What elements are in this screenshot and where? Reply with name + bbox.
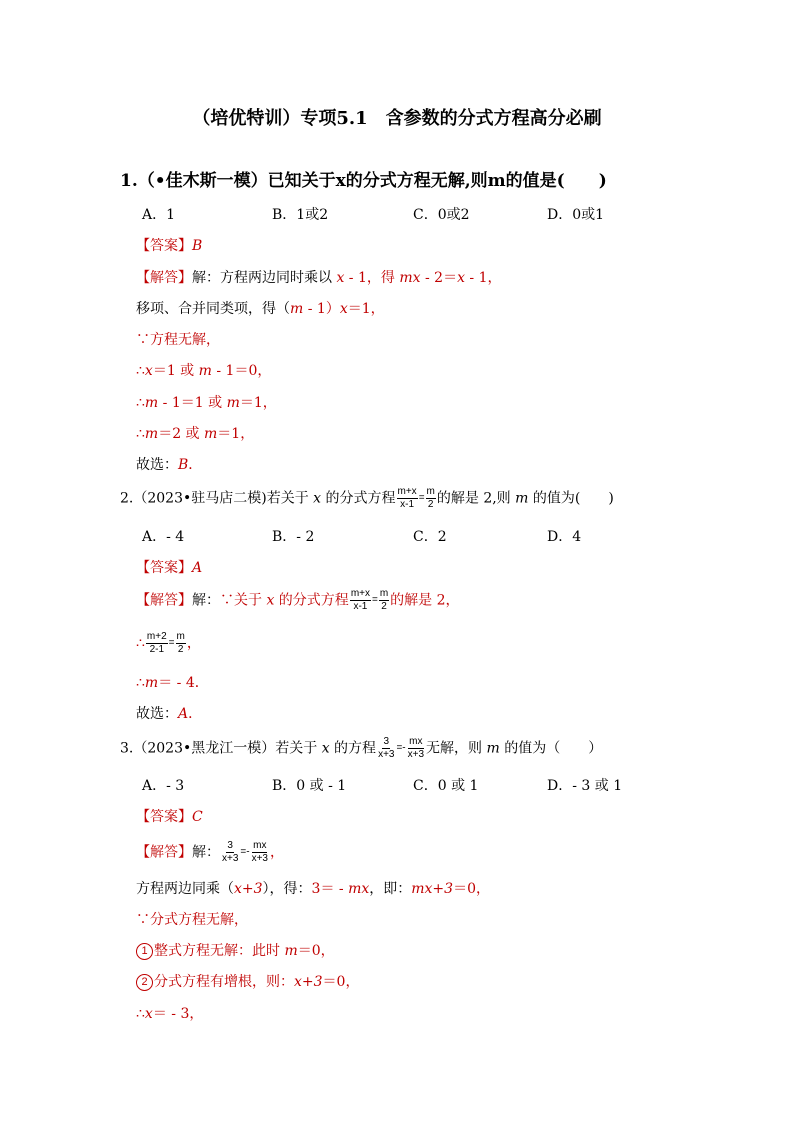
denominator: x-1 (400, 499, 415, 510)
q2-option-b: B．- 2 (272, 529, 315, 545)
text: ＝ - 4． (158, 675, 209, 691)
numerator: m+x (350, 588, 370, 599)
text: 方程两边同乘（ (136, 881, 234, 897)
var: x (336, 270, 345, 286)
text: ∵关于 (220, 592, 267, 609)
text: - 2＝ (420, 270, 458, 286)
circled-number-icon: 2 (136, 974, 153, 991)
question-3-stem (120, 736, 602, 761)
fraction (377, 736, 395, 761)
text: 2.（2023•驻马店二模)若关于 (120, 490, 314, 507)
q3-option-d: D．- 3 或 1 (547, 778, 623, 794)
text: ． (188, 457, 203, 473)
q2-option-c: C．2 (413, 529, 447, 545)
text: 移项、合并同类项，得（ (136, 301, 290, 317)
var: x+3 (294, 974, 323, 990)
var: m (226, 395, 240, 411)
var: A (178, 706, 189, 722)
var: m (204, 426, 218, 442)
q2-answer (136, 558, 202, 578)
var: x (144, 363, 153, 379)
var: m (144, 426, 159, 442)
therefore: ∴ (136, 635, 145, 652)
therefore: ∴ (136, 426, 145, 442)
denominator: x+3 (222, 853, 239, 864)
denominator: 2 (427, 499, 434, 510)
therefore: ∴ (136, 363, 145, 379)
text: 无解，则 (426, 740, 487, 757)
text: ＝0， (322, 974, 360, 990)
fraction (221, 840, 239, 865)
text: ，即： (369, 881, 412, 897)
fraction (176, 631, 186, 656)
text: ），得： (262, 881, 312, 897)
text: 整式方程无解：此时 (154, 943, 285, 959)
numerator: 3 (383, 736, 390, 747)
q3-option-c: C．0 或 1 (413, 778, 479, 794)
text: 3.（2023•黑龙江一模）若关于 (120, 740, 322, 757)
q2-option-d: D．4 (547, 529, 582, 545)
q3-option-a: A．- 3 (142, 778, 185, 794)
var: m (144, 675, 159, 691)
var: m (284, 943, 298, 959)
numerator: m (176, 631, 185, 642)
question-2-stem (120, 486, 614, 511)
therefore: ∴ (136, 395, 145, 411)
numerator: m (379, 588, 389, 599)
q2-solution-line-1 (136, 588, 460, 613)
q1-solution-line-5 (136, 393, 277, 413)
text: ＝2 或 (158, 426, 205, 442)
text: 故选： (136, 706, 178, 722)
numerator: m (426, 486, 435, 497)
numerator: m+x (397, 486, 417, 497)
text: 的解是 2， (390, 592, 460, 609)
circled-number-icon: 1 (136, 943, 153, 960)
var: mx+3 (411, 881, 454, 897)
q1-solution-line-6 (136, 424, 254, 444)
var: x (339, 301, 348, 317)
fraction (379, 588, 389, 613)
fraction (350, 588, 371, 613)
q3-option-b: B．0 或 - 1 (272, 778, 347, 794)
denominator: 2-1 (149, 644, 165, 655)
text: 的解是 2,则 (436, 490, 516, 507)
q3-solution-line-6 (136, 1004, 203, 1024)
var: m (198, 363, 212, 379)
text: 3＝ - (311, 881, 349, 897)
text: ＝1， (347, 301, 385, 317)
text: ＝0， (453, 881, 490, 897)
numerator: m+2 (146, 631, 167, 642)
q1-option-a: A．1 (142, 207, 176, 223)
q3-solution-line-1 (136, 840, 284, 865)
var: m (515, 490, 529, 507)
denominator: 2 (177, 644, 184, 655)
therefore: ∴ (136, 675, 145, 691)
question-1-stem: 1.（•佳木斯一模）已知关于x的分式方程无解,则m的值是( ) (120, 171, 607, 191)
numerator: mx (409, 736, 423, 747)
text: 解：方程两边同时乘以 (192, 270, 337, 286)
q1-option-b: B．1或2 (272, 207, 329, 223)
var: B (178, 457, 189, 473)
text: 的分式方程 (274, 592, 349, 609)
analysis-label: 【解答】 (136, 844, 192, 861)
var: x (266, 592, 275, 609)
text: ， (269, 844, 284, 861)
q1-solution-line-1 (136, 268, 502, 288)
text: ＝ - 3， (152, 1006, 204, 1022)
text: ． (188, 706, 203, 722)
fraction (251, 840, 269, 865)
q3-solution-line-5 (136, 972, 359, 992)
var: x (457, 270, 465, 286)
q2-option-a: A．- 4 (142, 529, 185, 545)
q1-option-d: D．0或1 (547, 207, 605, 223)
q3-answer (136, 807, 203, 827)
answer-value: A (192, 560, 203, 576)
analysis-label: 【解答】 (136, 592, 192, 609)
var: x (321, 740, 330, 757)
fraction (407, 736, 425, 761)
q1-answer (136, 236, 202, 256)
q1-solution-line-2 (136, 299, 385, 319)
var: mx (399, 270, 421, 286)
text: - 1＝1 或 (158, 395, 227, 411)
numerator: mx (253, 840, 267, 851)
denominator: x+3 (407, 749, 425, 760)
equals: = (371, 594, 378, 606)
var: x+3 (234, 881, 263, 897)
var: x (144, 1006, 153, 1022)
q2-choose (136, 704, 202, 724)
q1-choose (136, 455, 202, 475)
answer-label: 【答案】 (136, 238, 192, 254)
analysis-label: 【解答】 (136, 270, 192, 286)
denominator: x-1 (353, 601, 368, 612)
q3-solution-line-3: ∵分式方程无解， (136, 912, 248, 928)
q3-solution-line-4 (136, 941, 335, 961)
text: - 1，得 (344, 270, 400, 286)
text: ＝1 或 (152, 363, 199, 379)
answer-value: C (192, 809, 203, 825)
q1-solution-line-3: ∵方程无解， (136, 332, 220, 348)
fraction (397, 486, 418, 511)
q2-solution-line-3 (136, 673, 209, 693)
text: ， (186, 635, 201, 652)
equals: =- (240, 846, 250, 858)
q1-option-c: C．0或2 (413, 207, 470, 223)
var: m (486, 740, 500, 757)
equals: = (168, 637, 175, 649)
text: - 1， (464, 270, 502, 286)
answer-value: B (192, 238, 203, 254)
text: - 1） (303, 301, 340, 317)
q3-solution-line-2 (136, 879, 490, 899)
equals: = (418, 492, 425, 504)
fraction (146, 631, 168, 656)
answer-label: 【答案】 (136, 560, 192, 576)
text: 的分式方程 (321, 490, 396, 507)
denominator: x+3 (378, 749, 395, 760)
fraction (426, 486, 436, 511)
denominator: x+3 (251, 853, 268, 864)
answer-label: 【答案】 (136, 809, 192, 825)
q1-solution-line-4 (136, 361, 271, 381)
text: - 1＝0， (211, 363, 272, 379)
text: ＝1， (217, 426, 255, 442)
q2-solution-line-2 (136, 631, 201, 656)
var: x (313, 490, 322, 507)
var: m (144, 395, 159, 411)
text: ＝1， (239, 395, 277, 411)
text: 的值为( ) (528, 490, 614, 507)
text: 的值为（ ） (499, 740, 603, 757)
denominator: 2 (381, 601, 387, 612)
text: ＝0， (297, 943, 335, 959)
var: mx (348, 881, 370, 897)
equals: =- (396, 742, 406, 754)
text: 解： (192, 844, 220, 861)
text: 分式方程有增根，则： (154, 974, 294, 990)
numerator: 3 (227, 840, 233, 851)
page-title: （培优特训）专项5.1 含参数的分式方程高分必刷 (192, 108, 602, 129)
text: 的方程 (329, 740, 377, 757)
var: m (290, 301, 304, 317)
text: 故选： (136, 457, 178, 473)
therefore: ∴ (136, 1006, 145, 1022)
text: 解： (192, 592, 220, 609)
